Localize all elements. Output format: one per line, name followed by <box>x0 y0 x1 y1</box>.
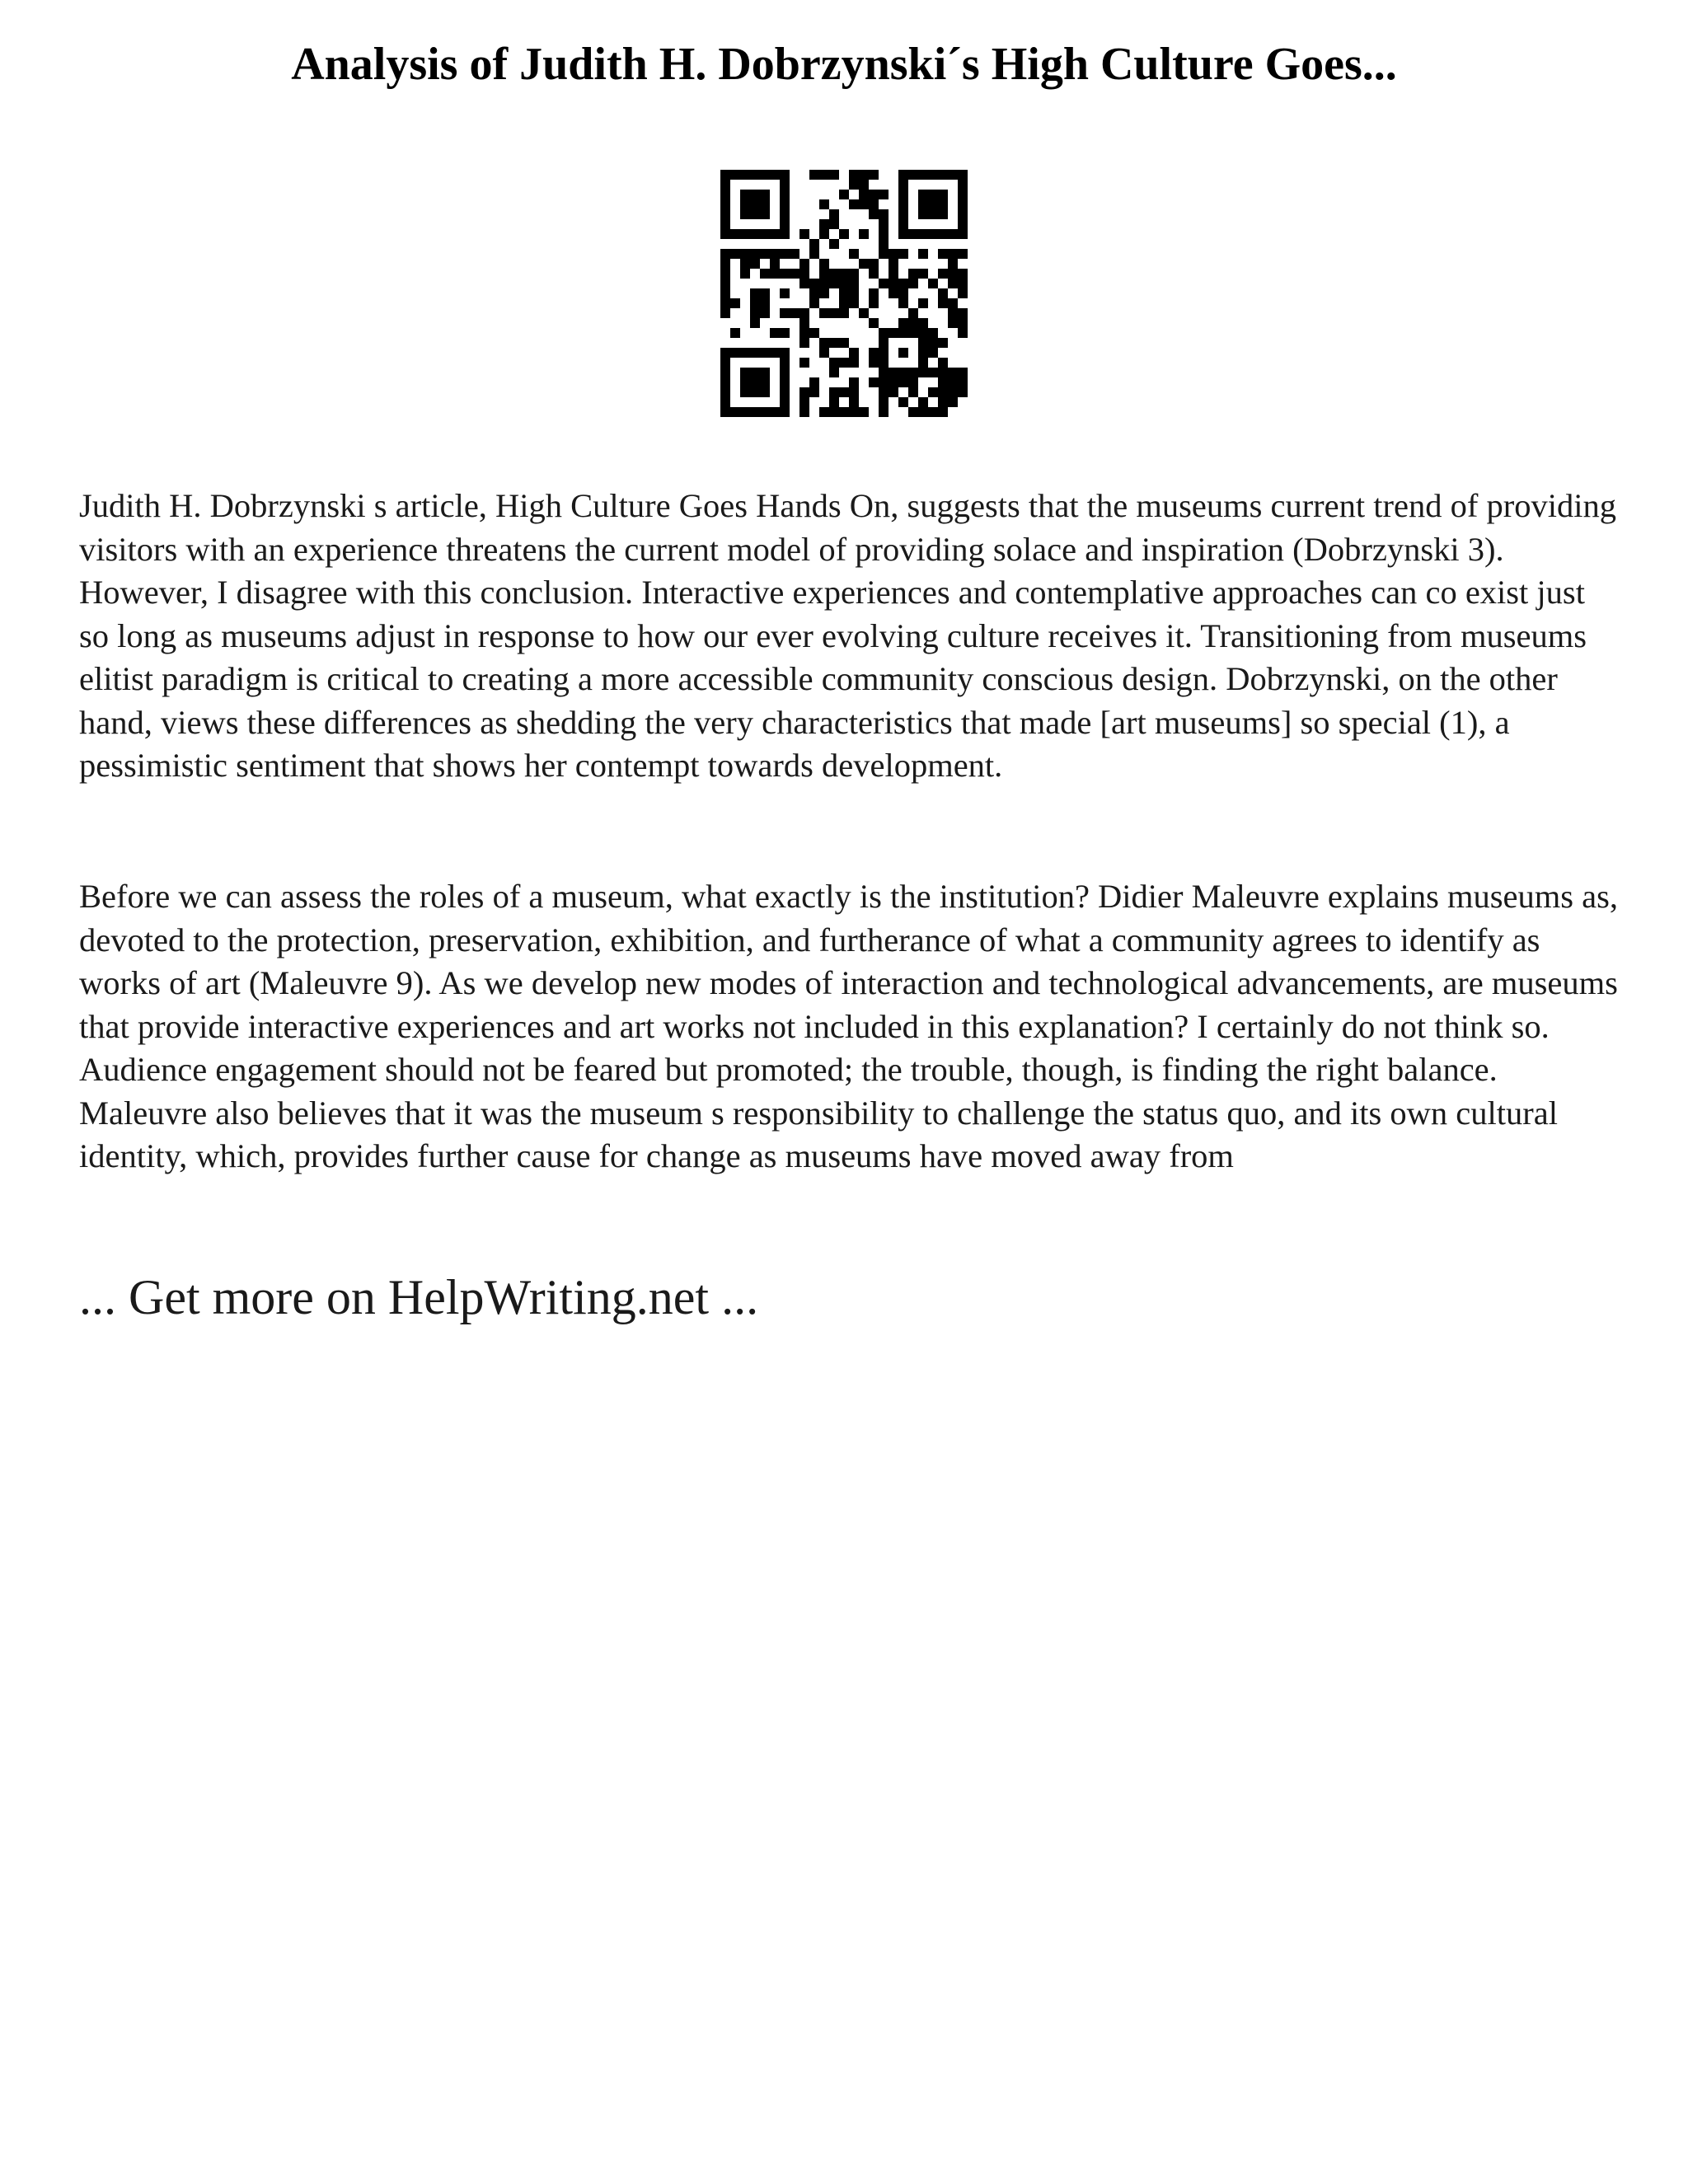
body-paragraph-2: Before we can assess the roles of a museum, what exactly is the institution? Didier Maleuvre explains museums as, devoted to the protection, preservation, exhibition, and furtherance of what a community agrees to identify as works of art (Maleuvre 9). As we develop new modes of interaction and technological advancements, are museums that provide interactive experiences and art works not included in this explanation? I certainly do not think so. Audience engagement should not be feared but promoted; the trouble, though, is finding the right balance. Maleuvre also believes that it was the museum s responsibility to challenge the status quo, and its own cultural identity, which, provides further cause for change as museums have moved away from <box>79 878 1619 1174</box>
body-paragraph-1: Judith H. Dobrzynski s article, High Culture Goes Hands On, suggests that the museums current trend of providing visitors with an experience threatens the current model of providing solace and inspiration (Dobrzynski 3). However, I disagree with this conclusion. Interactive experiences and contemplative approaches can co exist just so long as museums adjust in response to how our ever evolving culture receives it. Transitioning from museums elitist paradigm is critical to creating a more accessible community conscious design. Dobrzynski, on the other hand, views these differences as shedding the very characteristics that made [art museums] so special (1), a pessimistic sentiment that shows her contempt towards development. <box>79 487 1616 784</box>
get-more-link[interactable]: ... Get more on HelpWriting.net ... <box>79 1270 759 1324</box>
document-title: Analysis of Judith H. Dobrzynski´s High Culture Goes... <box>291 39 1397 90</box>
qr-code[interactable] <box>720 170 968 417</box>
qr-code-graphic <box>720 170 968 417</box>
